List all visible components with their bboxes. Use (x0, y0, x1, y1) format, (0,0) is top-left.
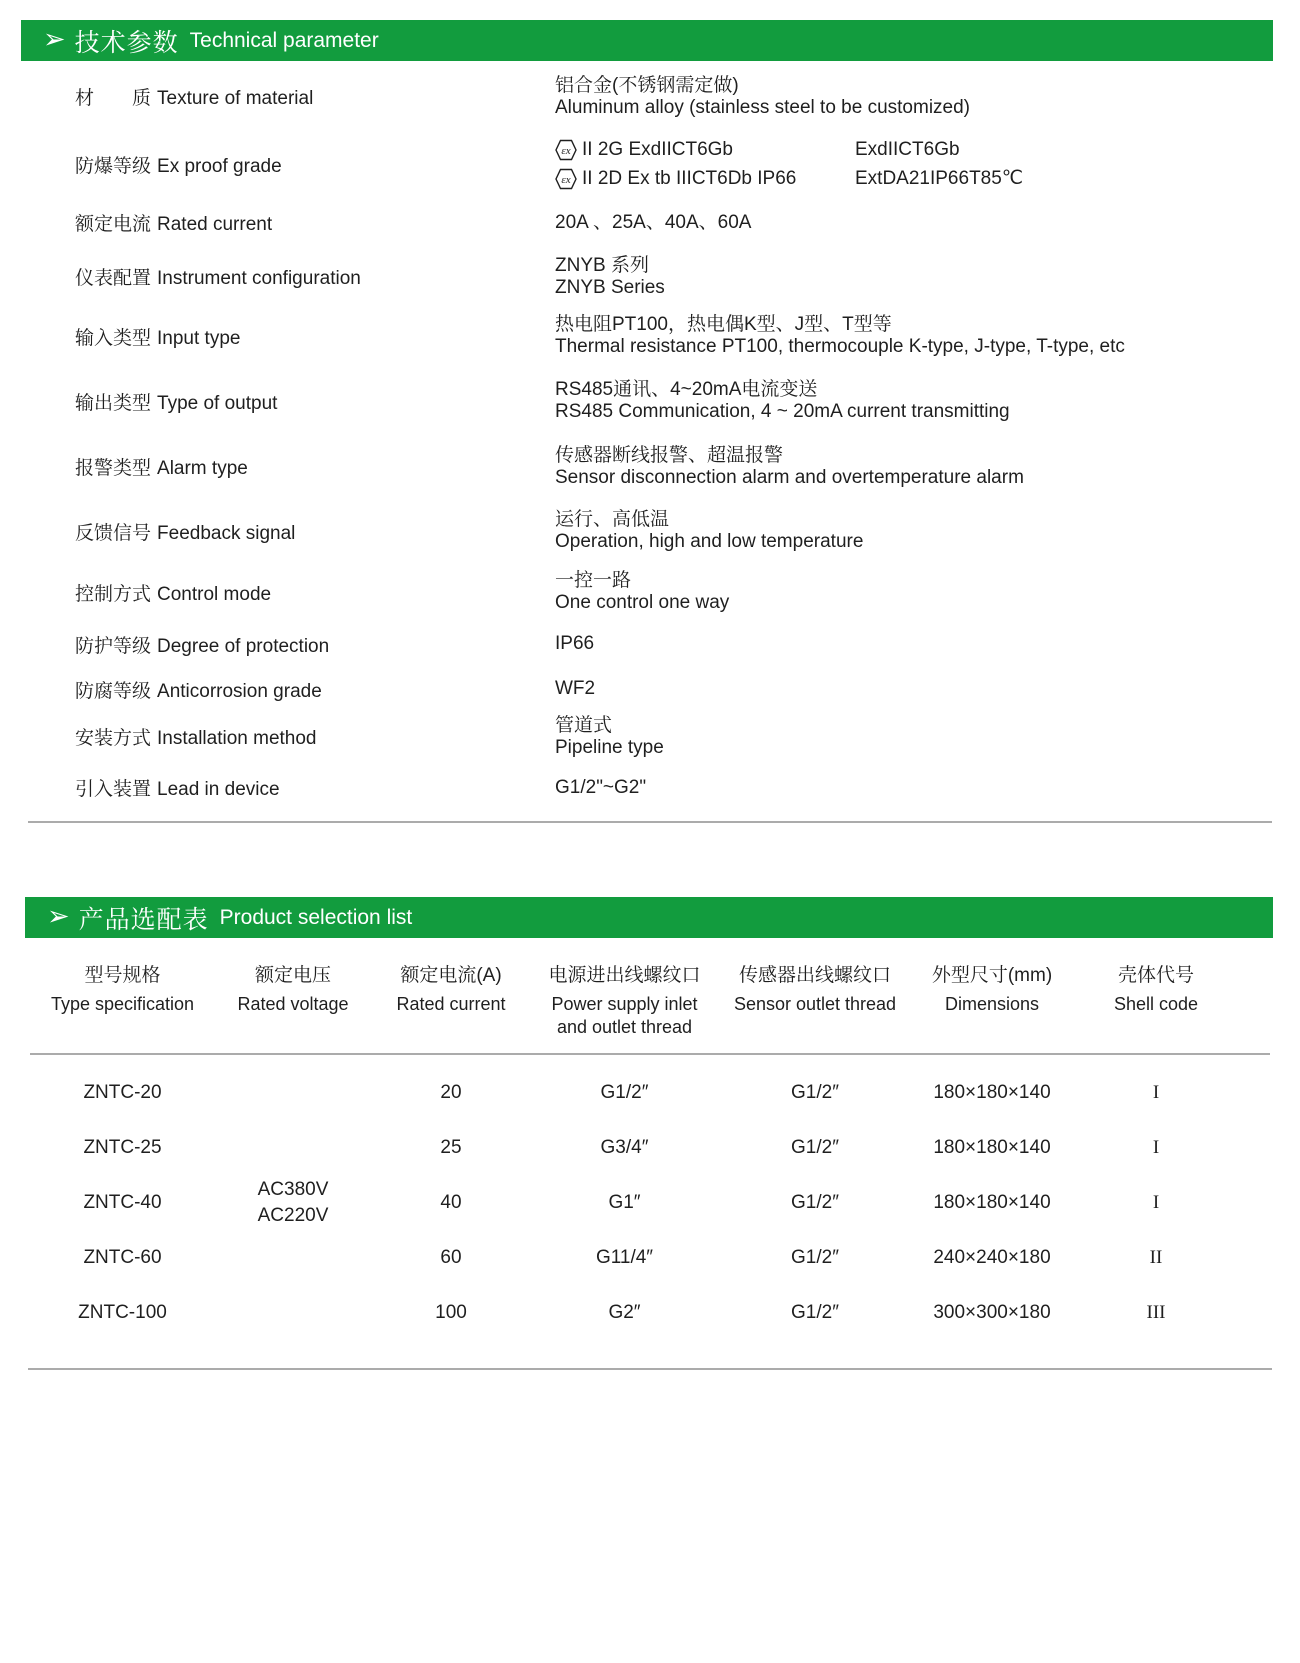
cell-voltage (215, 1285, 371, 1340)
spec-label (0, 676, 555, 703)
voltage-line: AC220V (257, 1204, 329, 1226)
section-title-zh: 技术参数 (74, 28, 179, 57)
col-header-zh: 电源进出线螺纹口 (548, 965, 701, 986)
cell-shell-code: I (1152, 1081, 1160, 1103)
cell-shell-code: II (1149, 1246, 1163, 1268)
spec-value-en: One control one way (555, 592, 730, 613)
section-header-technical-parameter (21, 20, 1273, 61)
cell-sensor-thread: G1/2″ (791, 1081, 839, 1103)
col-header-en: Type specification (50, 994, 195, 1014)
spec-value (555, 314, 1125, 358)
cell-sensor-thread: G1/2″ (791, 1246, 839, 1268)
spec-row-protection-degree (0, 621, 1300, 667)
col-header-zh: 外型尺寸(mm) (931, 965, 1053, 986)
cell-dimensions: 180×180×140 (933, 1136, 1051, 1158)
spec-value: IP66 (555, 633, 595, 654)
cell-voltage (215, 1175, 371, 1230)
table-row (30, 1120, 1270, 1175)
voltage-line: AC380V (257, 1178, 329, 1200)
spec-value-zh: 一控一路 (555, 570, 632, 591)
spec-value-en: Sensor disconnection alarm and overtemperature alarm (555, 466, 1024, 488)
cell-dimensions: 180×180×140 (933, 1191, 1051, 1213)
spec-label (0, 631, 555, 658)
cell-sensor-thread: G1/2″ (791, 1136, 839, 1158)
spec-label-zh: 输入类型 (75, 327, 152, 349)
cell-voltage (215, 1120, 371, 1175)
spec-row-input-type (0, 304, 1300, 368)
col-header-power-thread (531, 960, 718, 1039)
cell-current: 60 (440, 1246, 462, 1268)
section-title-en: Product selection list (219, 905, 413, 929)
spec-label-en: Type of output (157, 392, 278, 414)
spec-label-en: Degree of protection (157, 635, 330, 657)
technical-parameter-list (0, 61, 1300, 813)
ex-mark-icon (555, 168, 577, 190)
spec-row-ex-proof-grade (0, 132, 1300, 196)
col-header-en2: and outlet thread (556, 1017, 693, 1037)
col-header-zh: 型号规格 (84, 965, 161, 986)
spec-label-zh: 防爆等级 (75, 155, 152, 177)
section-title-zh: 产品选配表 (78, 905, 209, 934)
spec-value-zh: 运行、高低温 (555, 509, 670, 530)
spec-value-zh: 传感器断线报警、超温报警 (555, 444, 784, 466)
spec-row-instrument-configuration (0, 249, 1300, 304)
col-header-en: Dimensions (944, 994, 1040, 1014)
cell-current: 100 (435, 1301, 467, 1323)
cell-power-thread: G1″ (608, 1191, 641, 1213)
spec-label-en: Rated current (157, 214, 273, 235)
spec-value (555, 255, 665, 299)
spec-value-en: Aluminum alloy (stainless steel to be customized) (555, 96, 971, 118)
cell-voltage (215, 1065, 371, 1120)
cell-model: ZNTC-25 (83, 1136, 162, 1158)
spec-label-zh: 防腐等级 (75, 680, 152, 702)
spec-row-feedback-signal (0, 499, 1300, 563)
col-header-zh: 传感器出线螺纹口 (738, 965, 891, 986)
spec-label (0, 263, 555, 290)
cell-sensor-thread: G1/2″ (791, 1191, 839, 1213)
spec-row-lead-in-device (0, 762, 1300, 813)
cell-shell-code: I (1152, 1191, 1160, 1213)
table-row (30, 1175, 1270, 1230)
cell-current: 25 (440, 1136, 462, 1158)
spec-value (555, 379, 1010, 423)
spec-value-en: ZNYB Series (555, 276, 665, 298)
spec-row-alarm-type (0, 434, 1300, 499)
spec-label-zh: 额定电流 (75, 214, 152, 235)
spec-label (0, 209, 555, 236)
col-header-zh: 额定电压 (254, 965, 331, 986)
spec-label-zh: 反馈信号 (75, 522, 152, 544)
col-header-rated-voltage (215, 960, 371, 1016)
table-row (30, 1285, 1270, 1340)
svg-text:εx: εx (561, 173, 571, 186)
cell-power-thread: G11/4″ (595, 1246, 654, 1268)
spec-value: 20A 、25A、40A、60A (555, 211, 752, 233)
spec-label-en: Lead in device (157, 779, 280, 800)
spec-label-en: Ex proof grade (157, 155, 282, 177)
spec-label-en: Alarm type (157, 458, 248, 479)
spec-value-en: Operation, high and low temperature (555, 531, 864, 552)
spec-value-en: RS485 Communication, 4 ~ 20mA current transmitting (555, 401, 1010, 422)
spec-value: G1/2"~G2" (555, 776, 647, 798)
spec-label-en: Control mode (157, 583, 272, 605)
spec-value (555, 509, 863, 553)
spec-row-installation-method (0, 711, 1300, 762)
spec-label (0, 453, 555, 480)
ex-line-1 (555, 135, 1023, 164)
spec-row-anticorrosion-grade (0, 667, 1300, 711)
spec-label-zh: 引入装置 (75, 779, 152, 800)
arrowhead-icon: ➢ (43, 24, 66, 54)
svg-text:εx: εx (561, 144, 571, 157)
spec-value-zh: 管道式 (555, 714, 613, 736)
spec-label-zh: 控制方式 (75, 583, 152, 605)
spec-label-en: Input type (157, 327, 241, 349)
spec-value-ex (555, 135, 1023, 193)
spec-label (0, 518, 555, 545)
spec-value (555, 570, 729, 614)
spec-label (0, 579, 555, 606)
spec-label-zh: 输出类型 (75, 392, 152, 414)
spec-row-material (0, 61, 1300, 132)
spec-value (555, 75, 970, 119)
col-header-type-specification (30, 960, 215, 1016)
spec-label-en: Anticorrosion grade (157, 680, 322, 702)
spec-value-zh: ZNYB 系列 (555, 254, 649, 276)
col-header-dimensions (912, 960, 1072, 1016)
cell-shell-code: I (1152, 1136, 1160, 1158)
spec-value (555, 445, 1024, 489)
ex-right: ExdIICT6Gb (855, 138, 960, 160)
col-header-en: Shell code (1113, 994, 1199, 1014)
col-header-rated-current (371, 960, 531, 1016)
table-bottom-divider (28, 1368, 1272, 1370)
spec-label-zh: 报警类型 (75, 458, 152, 479)
product-selection-table (30, 938, 1270, 1340)
spec-value: WF2 (555, 678, 596, 699)
arrowhead-icon: ➢ (47, 901, 70, 931)
table-row (30, 1230, 1270, 1285)
spec-label (0, 774, 555, 801)
spec-value-zh: 热电阻PT100，热电偶K型、J型、T型等 (555, 314, 892, 335)
cell-sensor-thread: G1/2″ (791, 1301, 839, 1323)
table-header-row (30, 938, 1270, 1053)
cell-model: ZNTC-60 (83, 1246, 162, 1268)
spec-row-output-type (0, 368, 1300, 434)
cell-shell-code: III (1146, 1301, 1166, 1323)
spec-value-en: Pipeline type (555, 736, 664, 758)
col-header-en: Rated voltage (237, 994, 349, 1014)
cell-dimensions: 180×180×140 (933, 1081, 1051, 1103)
spec-label (0, 83, 555, 110)
spec-row-control-mode (0, 563, 1300, 621)
cell-model: ZNTC-20 (83, 1081, 162, 1103)
spec-label-en: Texture of material (157, 88, 314, 109)
cell-model: ZNTC-40 (83, 1191, 162, 1213)
spec-label (0, 151, 555, 178)
section-title-en: Technical parameter (189, 28, 379, 52)
cell-current: 40 (440, 1191, 462, 1213)
cell-power-thread: G3/4″ (600, 1136, 649, 1158)
spec-value-zh: 铝合金(不锈钢需定做) (555, 74, 739, 96)
spec-value-zh: RS485通讯、4~20mA电流变送 (555, 379, 818, 400)
col-header-shell-code (1072, 960, 1240, 1016)
spec-label-zh: 防护等级 (75, 635, 152, 657)
ex-mark-icon (555, 139, 577, 161)
col-header-zh: 壳体代号 (1117, 965, 1194, 986)
col-header-en: Rated current (396, 994, 506, 1014)
spec-value (555, 715, 664, 759)
spec-label (0, 723, 555, 750)
cell-power-thread: G1/2″ (600, 1081, 649, 1103)
spec-value-en: Thermal resistance PT100, thermocouple K-type, J-type, T-type, etc (555, 336, 1125, 357)
section-header-product-selection (25, 897, 1273, 938)
spec-label-zh: 材 质 (75, 88, 152, 109)
spec-label-en: Feedback signal (157, 522, 296, 544)
spec-label (0, 323, 555, 350)
cell-power-thread: G2″ (608, 1301, 641, 1323)
col-header-en: Power supply inlet (551, 994, 698, 1014)
cell-current: 20 (440, 1081, 462, 1103)
spec-label-zh: 仪表配置 (75, 268, 152, 289)
ex-code: II 2D Ex tb IIICT6Db IP66 (582, 167, 797, 189)
col-header-sensor-thread (718, 960, 912, 1016)
ex-right: ExtDA21IP66T85℃ (855, 167, 1024, 189)
spec-label-en: Instrument configuration (157, 268, 361, 289)
ex-code: II 2G ExdIICT6Gb (582, 138, 733, 160)
ex-line-2 (555, 164, 1023, 193)
spec-row-rated-current (0, 196, 1300, 249)
col-header-en: Sensor outlet thread (733, 994, 897, 1014)
col-header-zh: 额定电流(A) (400, 965, 502, 986)
spec-label-en: Installation method (157, 728, 317, 749)
spec-label (0, 388, 555, 415)
cell-dimensions: 240×240×180 (933, 1246, 1051, 1268)
cell-voltage (215, 1230, 371, 1285)
cell-model: ZNTC-100 (78, 1301, 167, 1323)
cell-dimensions: 300×300×180 (933, 1301, 1051, 1323)
table-row (30, 1065, 1270, 1120)
spec-label-zh: 安装方式 (75, 728, 152, 749)
